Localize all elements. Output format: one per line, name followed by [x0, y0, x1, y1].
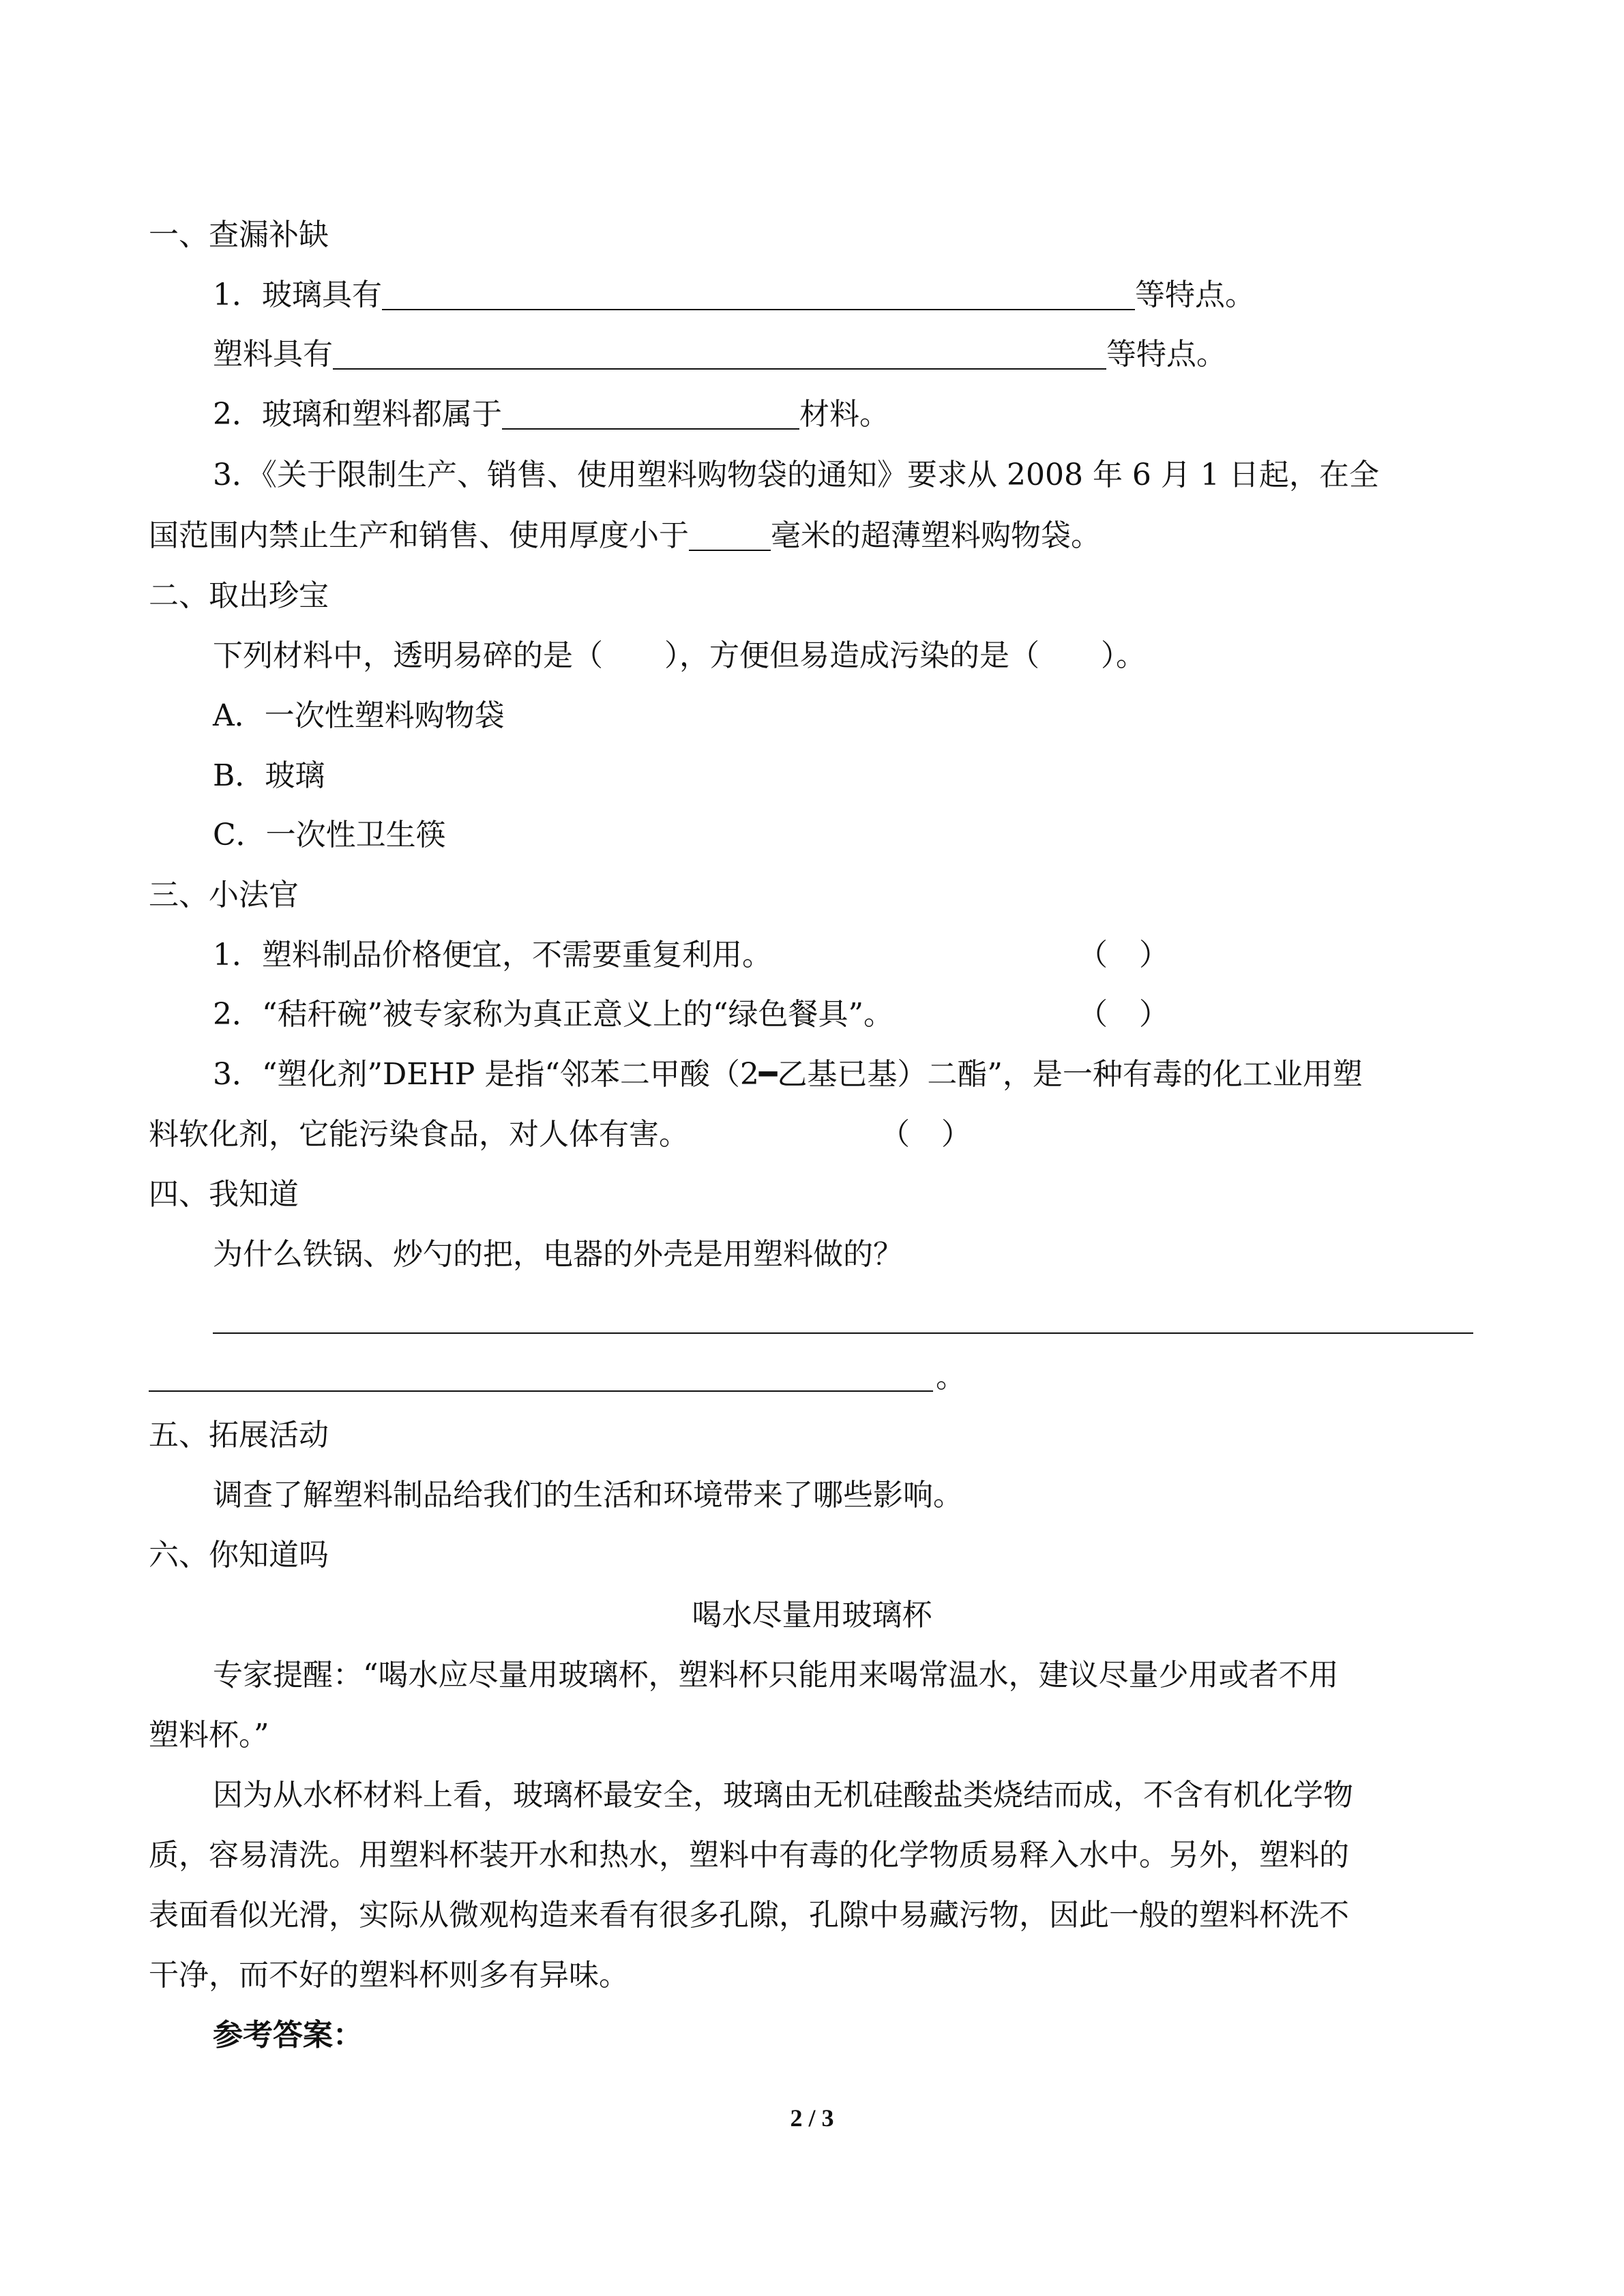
judge-paren-3[interactable]: （ ） — [880, 1117, 971, 1152]
q2-suffix: 材料。 — [799, 397, 889, 432]
section1-heading: 一、查漏补缺 — [149, 218, 329, 252]
para2-line1: 因为从水杯材料上看，玻璃杯最安全，玻璃由无机硅酸盐类烧结而成，不含有机化学物 — [213, 1778, 1353, 1813]
q1b-line — [213, 334, 1543, 375]
section5-text: 调查了解塑料制品给我们的生活和环境带来了哪些影响。 — [213, 1478, 963, 1512]
para1-line2: 塑料杯。” — [149, 1718, 269, 1753]
judge-paren-1[interactable]: （ ） — [1078, 938, 1169, 972]
q3-suffix: 毫米的超薄塑料购物袋。 — [771, 518, 1101, 553]
section4-heading: 四、我知道 — [149, 1177, 299, 1212]
q2-line — [213, 394, 1543, 435]
q1-blank[interactable] — [382, 279, 1135, 310]
q1b-suffix: 等特点。 — [1106, 337, 1226, 372]
answer-end-mark: 。 — [936, 1360, 966, 1395]
section6-heading: 六、你知道吗 — [149, 1538, 329, 1572]
section4-question: 为什么铁锅、炒勺的把，电器的外壳是用塑料做的？ — [213, 1237, 903, 1272]
para1-line1: 专家提醒：“喝水应尽量用玻璃杯，塑料杯只能用来喝常温水，建议尽量少用或者不用 — [213, 1658, 1339, 1693]
judge-item-3: 3．“塑化剂”DEHP 是指“邻苯二甲酸（2━乙基已基）二酯”，是一种有毒的化工业用塑 — [213, 1057, 1363, 1092]
para2-line3: 表面看似光滑，实际从微观构造来看有很多孔隙，孔隙中易藏污物，因此一般的塑料杯洗不 — [149, 1898, 1349, 1933]
section2-heading: 二、取出珍宝 — [149, 578, 329, 613]
page-number: 2 / 3 — [790, 2104, 834, 2132]
section3-heading: 三、小法官 — [149, 878, 299, 912]
option-c: C．一次性卫生筷 — [213, 818, 446, 852]
q3-line1: 3．《关于限制生产、销售、使用塑料购物袋的通知》要求从 2008 年 6 月 1 日起，在全 — [213, 458, 1379, 492]
question-part-a: 下列材料中，透明易碎的是（ — [213, 638, 603, 673]
question-part-b: ），方便但易造成污染的是（ — [664, 638, 1039, 673]
q2-blank[interactable] — [502, 398, 799, 430]
judge-item-2: 2．“秸秆碗”被专家称为真正意义上的“绿色餐具”。 — [213, 997, 894, 1032]
article-title: 喝水尽量用玻璃杯 — [692, 1598, 932, 1632]
answers-heading: 参考答案： — [213, 2018, 363, 2053]
section5-heading: 五、拓展活动 — [149, 1418, 329, 1452]
q1b-prefix: 塑料具有 — [213, 337, 333, 372]
q3-prefix: 国范围内禁止生产和销售、使用厚度小于 — [149, 518, 689, 553]
q2-prefix: 2．玻璃和塑料都属于 — [213, 397, 502, 432]
q3-line2 — [149, 516, 1479, 556]
q3-blank[interactable] — [689, 520, 771, 551]
question-part-c: ）。 — [1101, 638, 1146, 673]
judge-item-1: 1．塑料制品价格便宜，不需要重复利用。 — [213, 938, 772, 972]
q1-prefix: 1．玻璃具有 — [213, 278, 382, 312]
option-b: B．玻璃 — [213, 758, 325, 793]
para2-line4: 干净，而不好的塑料杯则多有异味。 — [149, 1958, 629, 1993]
section2-question — [213, 636, 1543, 676]
option-a: A．一次性塑料购物袋 — [213, 698, 505, 733]
answer-line-1[interactable] — [213, 1332, 1473, 1334]
q1b-blank[interactable] — [333, 338, 1106, 370]
judge-item-3-cont: 料软化剂，它能污染食品，对人体有害。 — [149, 1117, 689, 1152]
para2-line2: 质，容易清洗。用塑料杯装开水和热水，塑料中有毒的化学物质易释入水中。另外，塑料的 — [149, 1838, 1349, 1873]
q1-line — [213, 275, 1543, 316]
judge-paren-2[interactable]: （ ） — [1078, 997, 1169, 1032]
answer-line-2[interactable] — [149, 1390, 933, 1392]
q1-suffix: 等特点。 — [1135, 278, 1255, 312]
